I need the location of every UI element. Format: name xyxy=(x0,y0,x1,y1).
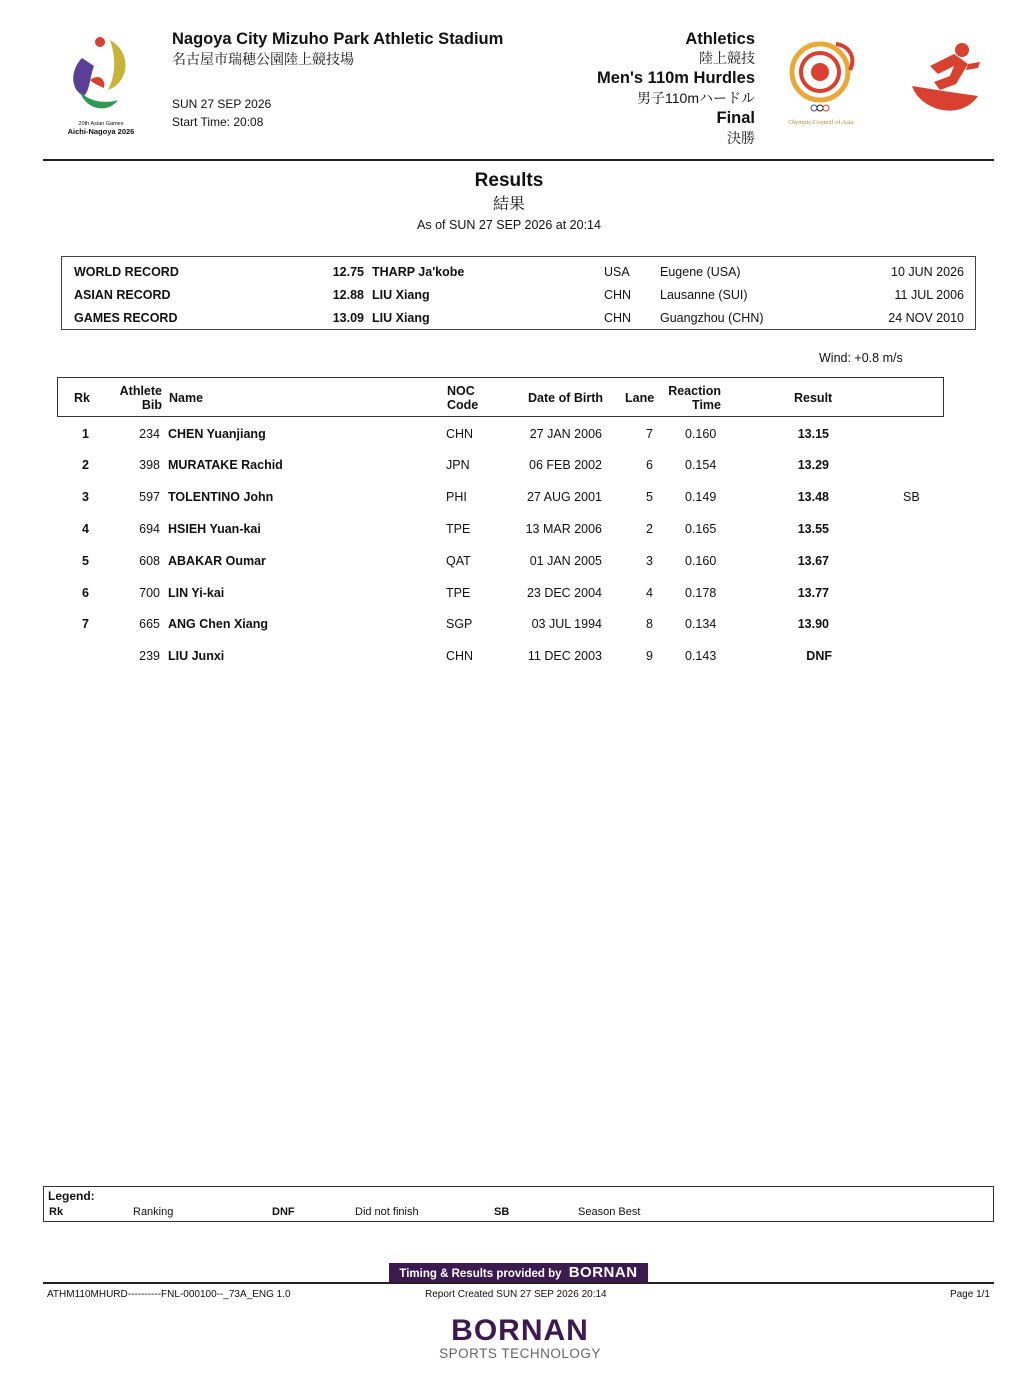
games-logo-line1: 20th Asian Games xyxy=(78,121,124,127)
row-bib: 398 xyxy=(139,458,160,472)
row-bib: 597 xyxy=(139,490,160,504)
record-row-world xyxy=(62,265,975,285)
row-result: 13.55 xyxy=(797,522,829,536)
row-rank: 4 xyxy=(82,522,89,536)
row-lane: 3 xyxy=(646,554,653,568)
row-dob: 01 JAN 2005 xyxy=(529,554,602,568)
row-lane: 5 xyxy=(646,490,653,504)
row-name: LIN Yi-kai xyxy=(168,586,225,600)
oca-sun-emblem-icon xyxy=(780,36,862,114)
row-bib: 239 xyxy=(139,649,160,663)
records-box xyxy=(61,256,976,330)
record-date: 11 JUL 2006 xyxy=(894,288,964,302)
record-noc: CHN xyxy=(604,288,632,302)
row-name: LIU Junxi xyxy=(168,649,225,663)
row-noc: TPE xyxy=(446,522,471,536)
event-name-en: Men's 110m Hurdles xyxy=(597,69,755,87)
bornan-logo-main: BORNAN xyxy=(451,1314,589,1347)
record-label: ASIAN RECORD xyxy=(74,288,171,302)
row-lane: 2 xyxy=(646,522,653,536)
row-noc: TPE xyxy=(446,586,471,600)
table-row xyxy=(57,586,942,606)
record-place: Lausanne (SUI) xyxy=(660,288,748,302)
event-name-ja: 男子110mハードル xyxy=(637,90,755,106)
header-rk: Rk xyxy=(74,391,90,405)
row-bib: 608 xyxy=(139,554,160,568)
results-title-ja: 結果 xyxy=(492,196,525,213)
table-row xyxy=(57,490,942,510)
row-name: ABAKAR Oumar xyxy=(168,554,266,568)
phase-name-ja: 決勝 xyxy=(727,130,755,146)
record-date: 24 NOV 2010 xyxy=(888,311,964,325)
table-row xyxy=(57,522,942,542)
row-reaction: 0.154 xyxy=(685,458,717,472)
games-logo-line2: Aichi-Nagoya 2026 xyxy=(67,127,135,136)
row-dob: 27 JAN 2006 xyxy=(529,427,602,441)
row-dob: 03 JUL 1994 xyxy=(531,617,602,631)
header-lane: Lane xyxy=(625,391,655,405)
row-dob: 06 FEB 2002 xyxy=(529,458,602,472)
competition-date: SUN 27 SEP 2026 xyxy=(172,97,272,111)
legend-desc: Season Best xyxy=(578,1206,641,1218)
row-reaction: 0.149 xyxy=(685,490,717,504)
legend-title: Legend: xyxy=(48,1189,95,1203)
legend-desc: Ranking xyxy=(133,1206,174,1218)
sport-name-en: Athletics xyxy=(685,30,755,48)
record-athlete: THARP Ja'kobe xyxy=(372,265,465,279)
row-bib: 694 xyxy=(139,522,160,536)
table-row xyxy=(57,554,942,574)
row-reaction: 0.165 xyxy=(685,522,717,536)
venue-name-en: Nagoya City Mizuho Park Athletic Stadium xyxy=(172,30,504,48)
row-result: 13.15 xyxy=(797,427,829,441)
venue-name-ja: 名古屋市瑞穂公園陸上競技場 xyxy=(172,51,354,67)
row-noc: PHI xyxy=(446,490,467,504)
row-rank: 2 xyxy=(82,458,89,472)
row-reaction: 0.143 xyxy=(685,649,717,663)
record-row-asian xyxy=(62,288,975,308)
row-note: SB xyxy=(903,490,920,504)
row-name: TOLENTINO John xyxy=(168,490,274,504)
results-table-header xyxy=(57,377,944,417)
row-lane: 4 xyxy=(646,586,653,600)
row-rank: 7 xyxy=(82,617,89,631)
row-result: 13.77 xyxy=(797,586,829,600)
row-name: ANG Chen Xiang xyxy=(168,617,269,631)
row-name: HSIEH Yuan-kai xyxy=(168,522,261,536)
record-athlete: LIU Xiang xyxy=(372,288,430,302)
record-row-games xyxy=(62,311,975,331)
row-lane: 8 xyxy=(646,617,653,631)
record-label: GAMES RECORD xyxy=(74,311,178,325)
row-bib: 700 xyxy=(139,586,160,600)
header-name: Name xyxy=(169,391,204,405)
row-result: DNF xyxy=(806,649,832,663)
record-noc: USA xyxy=(604,265,630,279)
bornan-logo-sub: SPORTS TECHNOLOGY xyxy=(439,1346,601,1361)
header-noc-1: NOC xyxy=(447,384,475,398)
row-noc: CHN xyxy=(446,427,474,441)
row-result: 13.90 xyxy=(797,617,829,631)
row-noc: CHN xyxy=(446,649,474,663)
row-reaction: 0.160 xyxy=(685,427,717,441)
legend-code: SB xyxy=(494,1206,510,1218)
row-lane: 6 xyxy=(646,458,653,472)
record-label: WORLD RECORD xyxy=(74,265,179,279)
header-reaction-1: Reaction xyxy=(668,384,721,398)
wind-reading: Wind: +0.8 m/s xyxy=(819,351,903,365)
row-rank: 5 xyxy=(82,554,89,568)
asian-games-emblem-icon xyxy=(60,30,142,120)
phase-name-en: Final xyxy=(716,109,755,127)
record-noc: CHN xyxy=(604,311,632,325)
row-bib: 234 xyxy=(139,427,160,441)
record-athlete: LIU Xiang xyxy=(372,311,430,325)
row-lane: 7 xyxy=(646,427,653,441)
document-code: ATHM110MHURD----------FNL-000100--_73A_ENG 1.0 xyxy=(47,1289,291,1300)
results-title: Results xyxy=(474,170,544,191)
row-reaction: 0.134 xyxy=(685,617,717,631)
header-bib-1: Athlete xyxy=(119,384,162,398)
header-noc-2: Code xyxy=(447,398,479,412)
oca-logo-text: Olympic Council of Asia xyxy=(788,119,854,126)
timing-provider-bar xyxy=(389,1263,648,1282)
table-row xyxy=(57,458,942,478)
row-noc: SGP xyxy=(446,617,473,631)
row-reaction: 0.178 xyxy=(685,586,717,600)
row-rank: 3 xyxy=(82,490,89,504)
header-result: Result xyxy=(794,391,833,405)
row-lane: 9 xyxy=(646,649,653,663)
record-mark: 12.75 xyxy=(332,265,364,279)
record-date: 10 JUN 2026 xyxy=(891,265,964,279)
hurdler-icon xyxy=(910,40,982,120)
row-rank: 6 xyxy=(82,586,89,600)
footer-divider xyxy=(43,1282,994,1284)
row-result: 13.67 xyxy=(797,554,829,568)
row-noc: QAT xyxy=(446,554,471,568)
header-bib-2: Bib xyxy=(141,398,162,412)
legend-code: DNF xyxy=(272,1206,295,1218)
record-mark: 12.88 xyxy=(332,288,364,302)
header-divider xyxy=(43,159,994,161)
table-row xyxy=(57,427,942,447)
page-number: Page 1/1 xyxy=(949,1289,990,1300)
row-dob: 23 DEC 2004 xyxy=(526,586,602,600)
start-time: Start Time: 20:08 xyxy=(172,115,264,129)
row-rank: 1 xyxy=(82,427,89,441)
timing-provider-brand: BORNAN xyxy=(568,1264,638,1281)
record-mark: 13.09 xyxy=(332,311,364,325)
row-dob: 11 DEC 2003 xyxy=(527,649,602,663)
header-dob: Date of Birth xyxy=(528,391,603,405)
bornan-logo xyxy=(430,1316,610,1366)
row-dob: 27 AUG 2001 xyxy=(526,490,602,504)
table-row xyxy=(57,617,942,637)
results-as-of: As of SUN 27 SEP 2026 at 20:14 xyxy=(417,218,601,232)
athletics-pictogram xyxy=(910,40,982,120)
sport-name-ja: 陸上競技 xyxy=(699,50,755,66)
row-result: 13.48 xyxy=(797,490,829,504)
row-dob: 13 MAR 2006 xyxy=(525,522,602,536)
row-reaction: 0.160 xyxy=(685,554,717,568)
header-reaction-2: Time xyxy=(692,398,721,412)
legend-code: Rk xyxy=(49,1206,64,1218)
timing-provider-text: Timing & Results provided by xyxy=(399,1268,562,1280)
asian-games-logo xyxy=(60,30,142,136)
record-place: Guangzhou (CHN) xyxy=(660,311,764,325)
legend-box xyxy=(43,1186,994,1222)
oca-logo xyxy=(780,36,862,128)
table-row xyxy=(57,649,942,669)
row-noc: JPN xyxy=(446,458,470,472)
row-name: MURATAKE Rachid xyxy=(168,458,283,472)
row-name: CHEN Yuanjiang xyxy=(168,427,266,441)
report-created: Report Created SUN 27 SEP 2026 20:14 xyxy=(425,1289,607,1300)
row-bib: 665 xyxy=(139,617,160,631)
legend-desc: Did not finish xyxy=(355,1206,419,1218)
row-result: 13.29 xyxy=(797,458,829,472)
record-place: Eugene (USA) xyxy=(660,265,741,279)
